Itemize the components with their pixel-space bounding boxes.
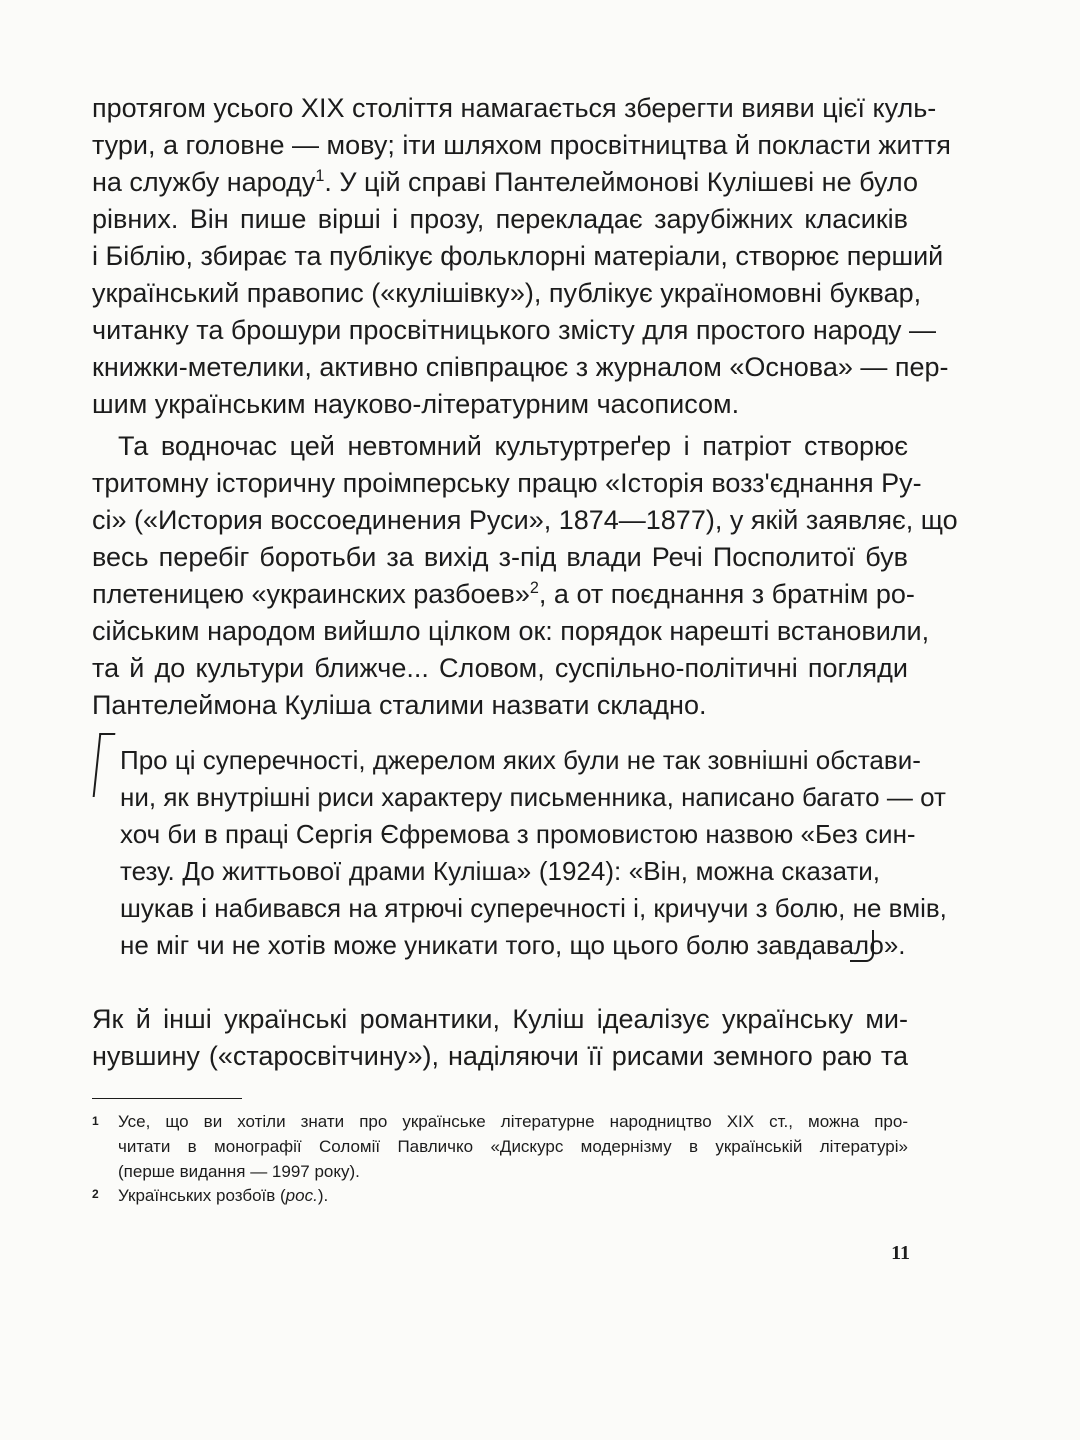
quote-line: шукав і набивався на ятрючі суперечності і, кричучи з болю, не вмів, — [120, 893, 947, 923]
footnote-number: 2 — [92, 1187, 99, 1201]
text-fragment: Українських розбоїв ( — [118, 1186, 286, 1205]
text-line — [92, 163, 918, 201]
quote-line: Про ці суперечності, джерелом яких були не так зовнішні обстави- — [120, 745, 921, 775]
quote-line: не міг чи не хотів може уникати того, що цього болю завдавало». — [120, 930, 906, 960]
footnote-divider — [92, 1098, 242, 1099]
quote-line: ни, як внутрішні риси характеру письменника, написано багато — от — [120, 782, 946, 812]
text-line: рівних. Він пише вірші і прозу, перекладає зарубіжних класиків — [92, 204, 908, 234]
footnote-ref: 1 — [315, 167, 325, 185]
text-fragment: , а от поєднання з братнім ро- — [538, 579, 915, 609]
text-line: тритомну історичну проімперську працю «Історія возз'єднання Ру- — [92, 468, 922, 498]
footnote-number: 1 — [92, 1114, 99, 1128]
footnote-line — [118, 1184, 908, 1208]
quote-line: тезу. До життьової драми Куліша» (1924): «Він, можна сказати, — [120, 856, 880, 886]
text-line: тури, а головне — мову; іти шляхом просвітництва й покласти життя — [92, 130, 951, 160]
text-line: шим українським науково-літературним часописом. — [92, 389, 740, 419]
text-fragment: ). — [317, 1186, 329, 1205]
quote-bracket-close — [850, 930, 874, 962]
text-line: український правопис («кулішівку»), публікує україномовні буквар, — [92, 278, 922, 308]
text-line: Та водночас цей невтомний культуртреґер і патріот створює — [118, 431, 908, 461]
text-line: Пантелеймона Куліша сталими назвати складно. — [92, 690, 707, 720]
quote-line: хоч би в праці Сергія Єфремова з промовистою назвою «Без син- — [120, 819, 916, 849]
text-line: сійським народом вийшло цілком ок: порядок нарешті встановили, — [92, 616, 930, 646]
page-number: 11 — [891, 1242, 910, 1264]
text-line: книжки-метелики, активно співпрацює з журналом «Основа» — пер- — [92, 352, 949, 382]
text-line: весь перебіг боротьби за вихід з-під влади Речі Посполитої був — [92, 542, 908, 572]
text-line: протягом усього XIX століття намагається зберегти вияви цієї куль- — [92, 93, 937, 123]
footnote-line: Усе, що ви хотіли знати про українське літературне народництво XIX ст., можна про- — [118, 1112, 908, 1131]
text-line: сі» («История воссоединения Руси», 1874—1877), у якій заявляє, що — [92, 505, 958, 535]
quote-bracket-open — [93, 733, 116, 797]
text-fragment: плетеницею «украинских разбоев» — [92, 579, 530, 609]
text-line: нувшину («старосвітчину»), наділяючи її рисами земного раю та — [92, 1041, 908, 1071]
text-line: читанку та брошури просвітницького змісту для простого народу — — [92, 315, 936, 345]
text-fragment: . У цій справі Пантелеймонові Кулішеві не було — [324, 167, 918, 197]
footnote-line: (перше видання — 1997 року). — [118, 1162, 360, 1181]
text-line: та й до культури ближче... Словом, суспільно-політичні погляди — [92, 653, 908, 683]
text-fragment-italic: рос. — [285, 1186, 318, 1205]
text-line: Як й інші українські романтики, Куліш ідеалізує українську ми- — [92, 1004, 908, 1034]
text-fragment: на службу народу — [92, 167, 316, 197]
footnote-line: читати в монографії Соломії Павличко «Дискурс модернізму в українській літературі» — [118, 1137, 908, 1156]
footnote-ref: 2 — [529, 579, 539, 597]
text-line — [92, 575, 915, 613]
text-line: і Біблію, збирає та публікує фольклорні матеріали, створює перший — [92, 241, 944, 271]
